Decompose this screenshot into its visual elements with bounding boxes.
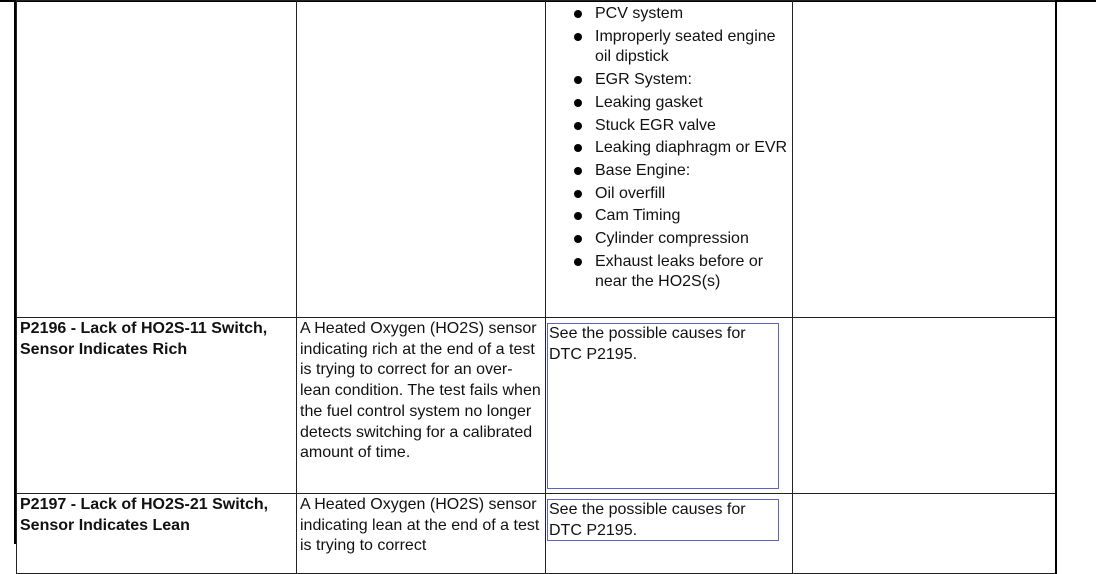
table-row	[17, 1, 1056, 318]
action-cell	[793, 494, 1056, 574]
action-cell	[793, 318, 1056, 494]
possible-causes-cell	[546, 1, 793, 318]
dtc-table	[16, 0, 1057, 574]
action-cell	[793, 1, 1056, 318]
description-cell	[297, 318, 546, 494]
dtc-code-cell	[17, 494, 297, 574]
list-item: EGR System:	[595, 70, 789, 91]
dtc-code-cell	[17, 318, 297, 494]
dtc-description: A Heated Oxygen (HO2S) sensor indicating rich at the end of a test is trying to correct for an over-lean condition. The test fails when the fuel control system no longer detects switching for a calibrated amount of time.	[300, 320, 541, 462]
list-item: Leaking diaphragm or EVR	[595, 138, 789, 159]
list-item: Base Engine:	[595, 161, 789, 182]
possible-causes-text: See the possible causes for DTC P2195.	[549, 325, 746, 363]
description-cell	[297, 494, 546, 574]
table-row	[17, 318, 1056, 494]
list-item: Leaking gasket	[595, 93, 789, 114]
dtc-code-cell	[17, 1, 297, 318]
list-item: Oil overfill	[595, 184, 789, 205]
dtc-description: A Heated Oxygen (HO2S) sensor indicating lean at the end of a test is trying to correct	[300, 496, 540, 555]
table-row	[17, 494, 1056, 574]
possible-causes-cell	[546, 494, 793, 574]
list-item: PCV system	[595, 4, 789, 25]
possible-causes-reference[interactable]	[547, 323, 779, 489]
dtc-code: P2196 - Lack of HO2S-11 Switch, Sensor Indicates Rich	[20, 320, 268, 358]
list-item: Cylinder compression	[595, 229, 789, 250]
description-cell	[297, 1, 546, 318]
list-item: Cam Timing	[595, 206, 789, 227]
possible-causes-list	[560, 4, 789, 293]
possible-causes-reference[interactable]	[547, 499, 779, 541]
list-item: Exhaust leaks before or near the HO2S(s)	[595, 252, 789, 293]
list-item: Stuck EGR valve	[595, 116, 789, 137]
dtc-code: P2197 - Lack of HO2S-21 Switch, Sensor Indicates Lean	[20, 496, 269, 534]
possible-causes-cell	[546, 318, 793, 494]
possible-causes-text: See the possible causes for DTC P2195.	[549, 501, 746, 539]
list-item: Improperly seated engine oil dipstick	[595, 27, 789, 68]
